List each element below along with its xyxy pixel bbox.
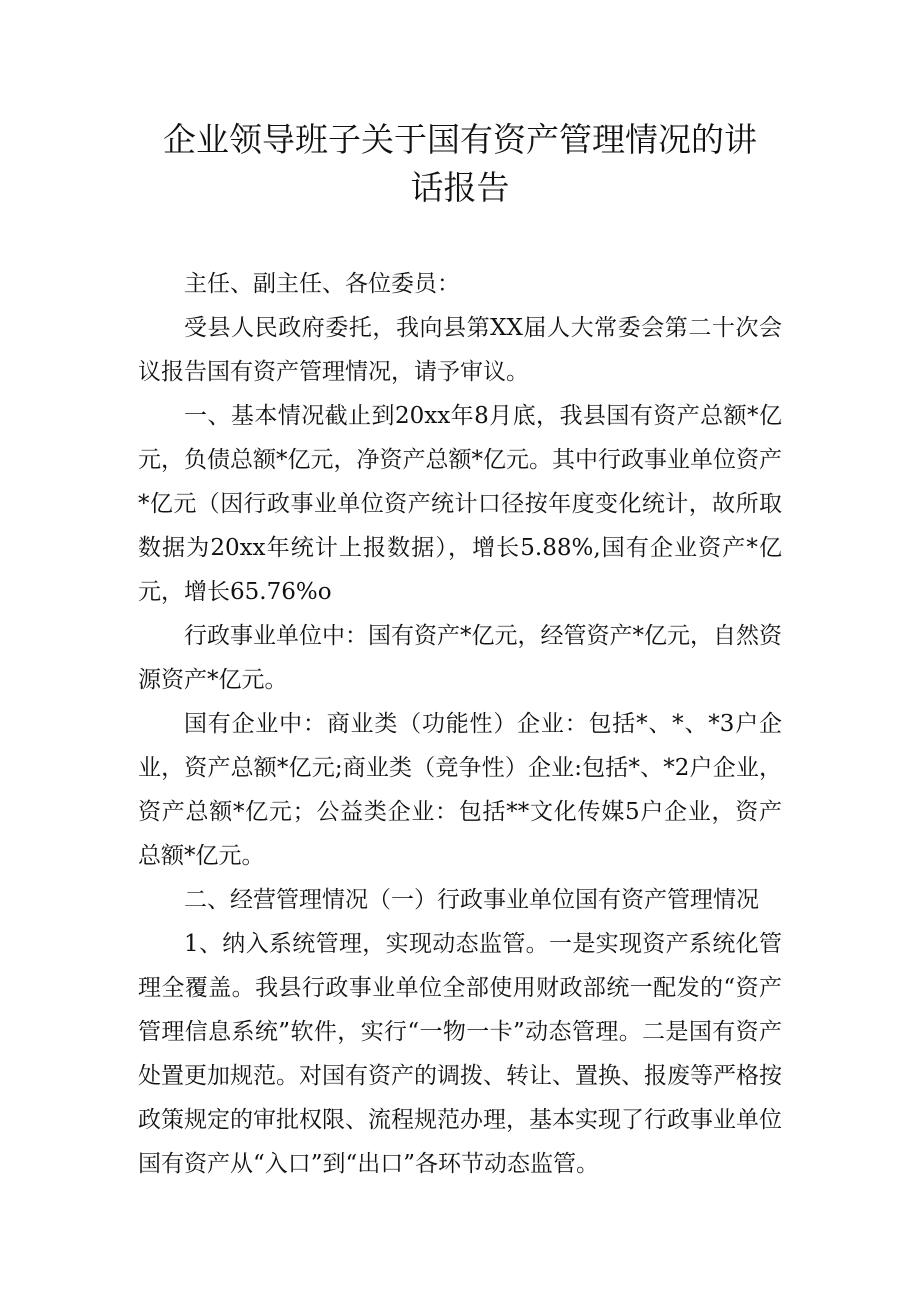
title-line-1: 企业领导班子关于国有资产管理情况的讲 bbox=[163, 120, 757, 159]
title-line-2: 话报告 bbox=[410, 168, 510, 207]
paragraph-state-enterprises: 国有企业中：商业类（功能性）企业：包括*、*、*3户企业，资产总额*亿元;商业类（竞争性）企业:包括*、*2户企业，资产总额*亿元；公益类企业：包括**文化传媒5户企业，资产总额*亿元。 bbox=[138, 711, 782, 869]
salutation: 主任、副主任、各位委员： bbox=[184, 271, 460, 297]
section-heading-management: 二、经营管理情况（一）行政事业单位国有资产管理情况 bbox=[184, 887, 759, 913]
document-title bbox=[138, 116, 782, 212]
paragraph-basic-situation: 一、基本情况截止到20xx年8月底，我县国有资产总额*亿元，负债总额*亿元，净资产总额*亿元。其中行政事业单位资产*亿元（因行政事业单位资产统计口径按年度变化统计，故所取数据为20xx年统计上报数据），增长5.88%,国有企业资产*亿元，增长65.76%o bbox=[138, 403, 782, 605]
paragraph-admin-units: 行政事业单位中：国有资产*亿元，经管资产*亿元，自然资源资产*亿元。 bbox=[138, 623, 782, 693]
paragraph-intro: 受县人民政府委托，我向县第XX届人大常委会第二十次会议报告国有资产管理情况，请予审议。 bbox=[138, 315, 782, 385]
paragraph-system-management: 1、纳入系统管理，实现动态监管。一是实现资产系统化管理全覆盖。我县行政事业单位全部使用财政部统一配发的“资产管理信息系统”软件，实行“一物一卡”动态管理。二是国有资产处置更加规范。对国有资产的调拨、转让、置换、报废等严格按政策规定的审批权限、流程规范办理，基本实现了行政事业单位国有资产从“入口”到“出口”各环节动态监管。 bbox=[138, 931, 782, 1177]
